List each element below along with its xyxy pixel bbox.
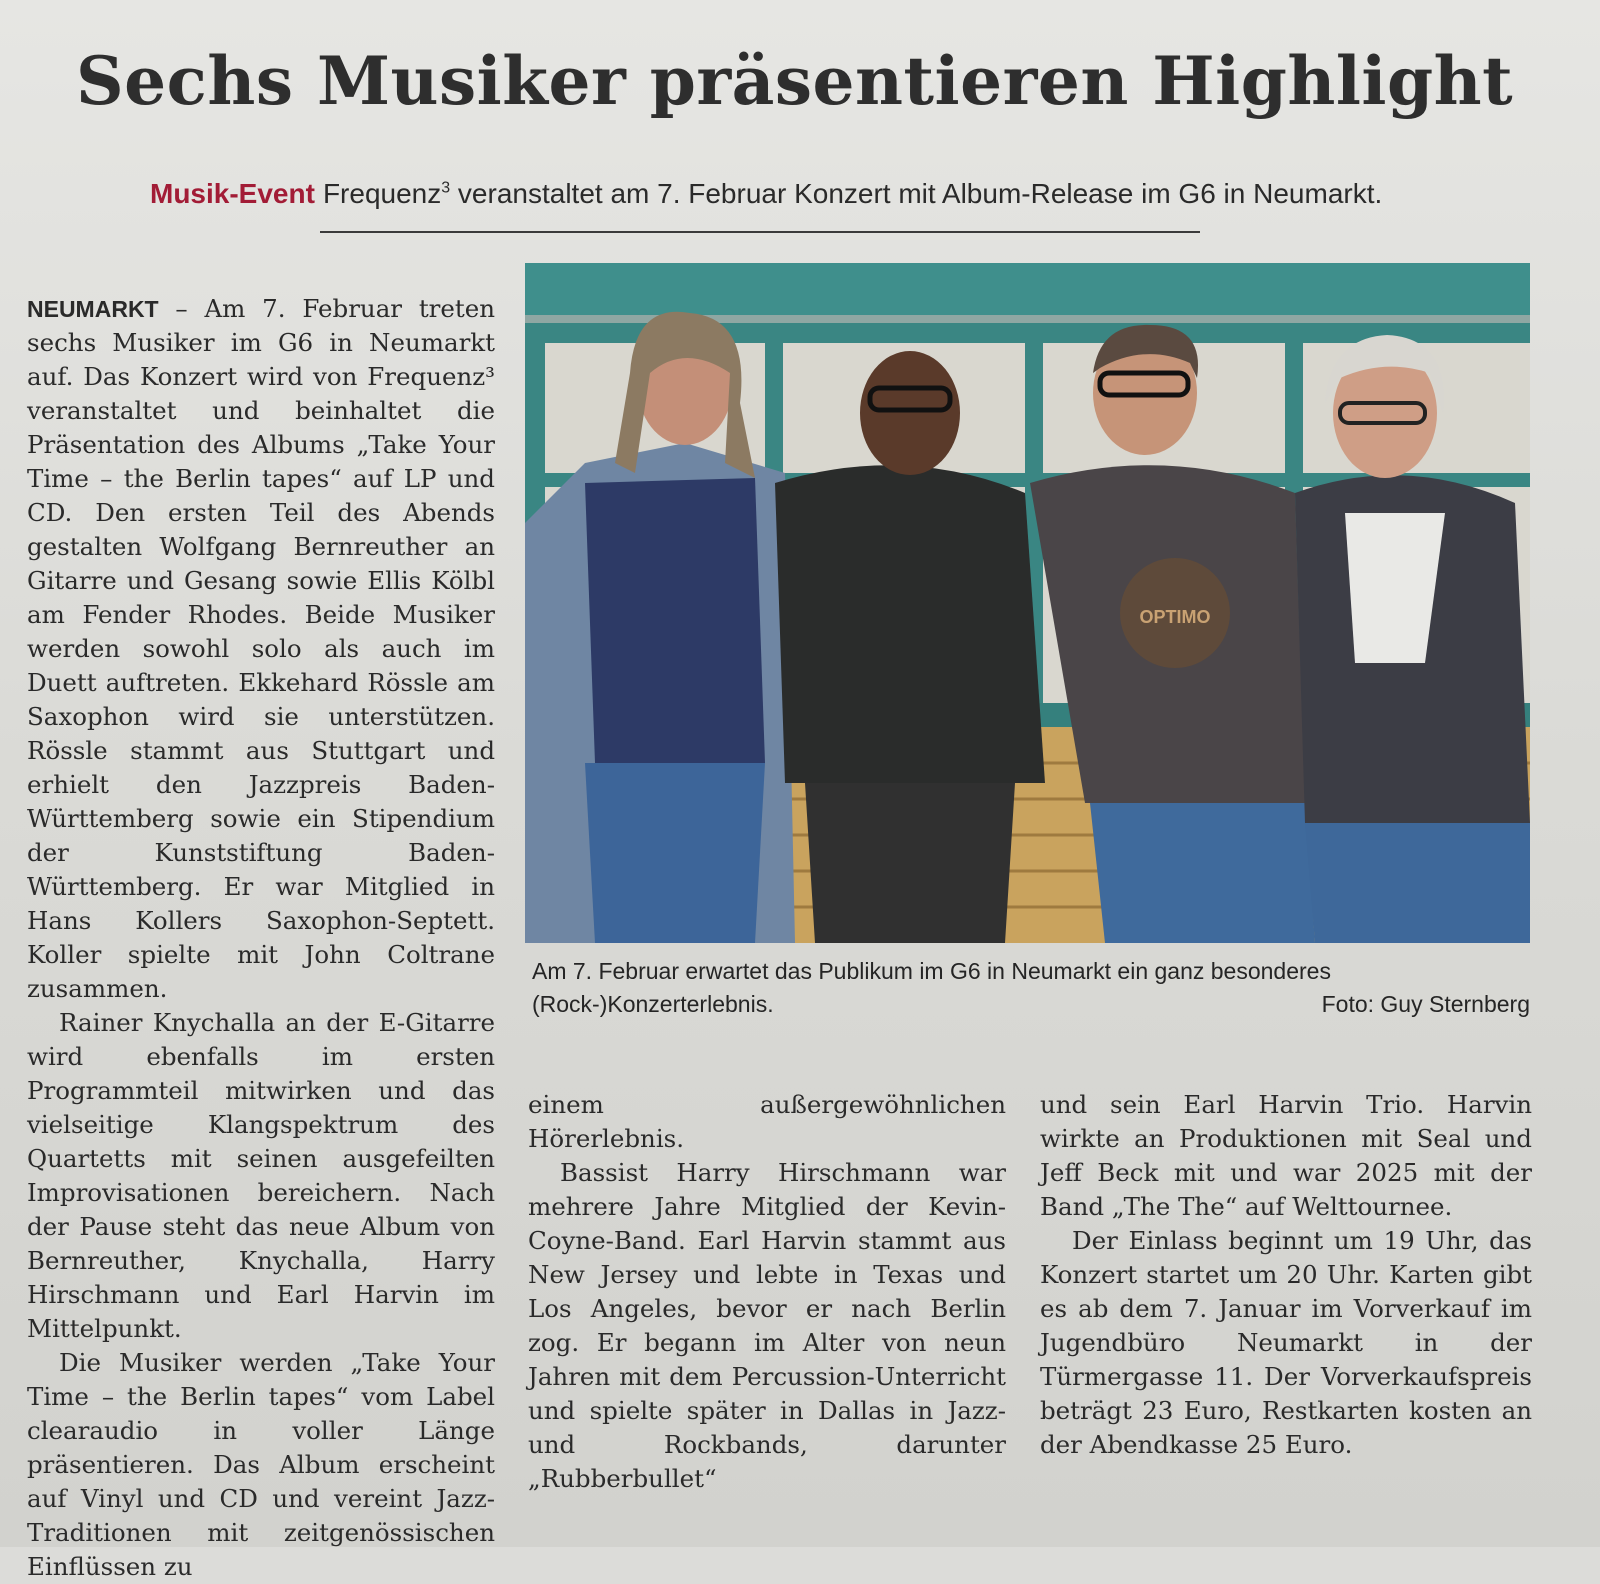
article-headline: Sechs Musiker präsentieren Highlight (76, 42, 1514, 120)
paragraph: Die Musiker werden „Take Your Time – the Berlin tapes“ vom Label clearaudio in voller Länge präsentieren. Das Album erscheint auf Vinyl und CD und vereint Jazz-Traditionen mit zeitgenössischen Einflüssen zu (27, 1348, 495, 1581)
paragraph-text: – Am 7. Februar treten sechs Musiker im G6 in Neumarkt auf. Das Konzert wird von Frequenz³ veranstaltet und beinhaltet die Präsentation des Albums „Take Your Time – the Berlin tapes“ auf LP und CD. Den ersten Teil des Abends gestalten Wolfgang Bernreuther an Gitarre und Gesang sowie Ellis Kölbl am Fender Rhodes. Beide Musiker werden sowohl solo als auch im Duett auftreten. Ekkehard Rössle am Saxophon wird sie unterstützen. Rössle stammt aus Stuttgart und erhielt den Jazzpreis Baden-Württemberg sowie ein Stipendium der Kunststiftung Baden-Württemberg. Er war Mitglied in Hans Kollers Saxophon-Septett. Koller spielte mit John Coltrane zusammen. (27, 294, 495, 1003)
article-photo (525, 263, 1530, 943)
subhead-text: Frequenz (322, 178, 442, 209)
caption-text: Am 7. Februar erwartet das Publikum im G6 in Neumarkt ein ganz besonderes (Rock-)Konzerterlebnis. (532, 958, 1331, 1017)
kicker-label: Musik-Event (150, 178, 315, 209)
article-column-3 (1040, 1088, 1532, 1462)
subhead-superscript: 3 (441, 179, 451, 197)
shirt-logo-text: OPTIMO (1139, 607, 1211, 627)
paragraph: einem außergewöhnlichen Hörerlebnis. (528, 1090, 1006, 1153)
paragraph: Rainer Knychalla an der E-Gitarre wird ebenfalls im ersten Programmteil mitwirken und das vielseitige Klangspektrum des Quartetts mit seinen ausgefeilten Improvisationen bereichern. Nach der Pause steht das neue Album von Bernreuther, Knychalla, Harry Hirschmann und Earl Harvin im Mittelpunkt. (27, 1008, 495, 1343)
photo-credit: Foto: Guy Sternberg (1321, 991, 1530, 1017)
paragraph: Der Einlass beginnt um 19 Uhr, das Konzert startet um 20 Uhr. Karten gibt es ab dem 7. Januar im Vorverkauf im Jugendbüro Neumarkt in der Türmergasse 11. Der Vorverkaufspreis beträgt 23 Euro, Restkarten kosten an der Abendkasse 25 Euro. (1040, 1226, 1532, 1459)
band-photo-illustration (525, 263, 1530, 943)
article-subhead (150, 178, 1450, 210)
article-column-1 (27, 292, 495, 1584)
article-column-2 (528, 1088, 1006, 1496)
dateline: NEUMARKT (27, 296, 159, 322)
paragraph: und sein Earl Harvin Trio. Harvin wirkte an Produktionen mit Seal und Jeff Beck mit und war 2025 mit der Band „The The“ auf Welttournee. (1040, 1090, 1532, 1221)
headline-divider (320, 231, 1200, 233)
paragraph: Bassist Harry Hirschmann war mehrere Jahre Mitglied der Kevin-Coyne-Band. Earl Harvin stammt aus New Jersey und lebte in Texas und Los Angeles, bevor er nach Berlin zog. Er begann im Alter von neun Jahren mit dem Percussion-Unterricht und spielte später in Dallas in Jazz- und Rockbands, darunter „Rubberbullet“ (528, 1158, 1006, 1493)
subhead-text-rest: veranstaltet am 7. Februar Konzert mit Album-Release im G6 in Neumarkt. (450, 178, 1383, 209)
paragraph (27, 292, 495, 1006)
photo-caption (532, 955, 1530, 1021)
